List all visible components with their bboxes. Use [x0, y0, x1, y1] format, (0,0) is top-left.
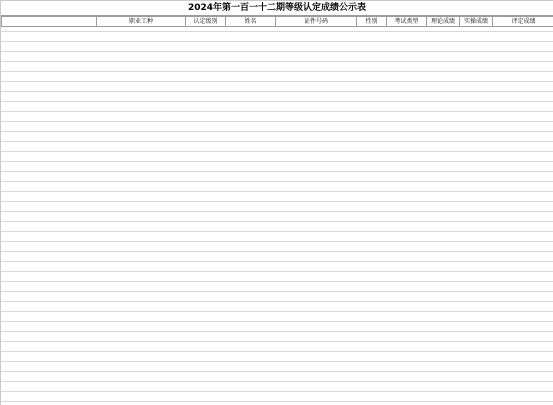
header-cell-1 [2, 17, 97, 27]
header-cell-10: 评定成绩 [493, 17, 553, 27]
header-cell-5: 证件号码 [276, 17, 357, 27]
sheet-title: 2024年第一百一十二期等级认定成绩公示表 [1, 1, 553, 16]
header-cell-3: 认定级别 [186, 17, 226, 27]
header-row [2, 17, 553, 27]
header-cell-9: 实操成绩 [460, 17, 493, 27]
header-cell-8: 理论成绩 [427, 17, 460, 27]
header-cell-2: 职业工种 [97, 17, 186, 27]
header-cell-6: 性别 [357, 17, 387, 27]
header-cell-4: 姓名 [226, 17, 276, 27]
results-table [1, 16, 553, 27]
header-cell-7: 考试类型 [387, 17, 427, 27]
